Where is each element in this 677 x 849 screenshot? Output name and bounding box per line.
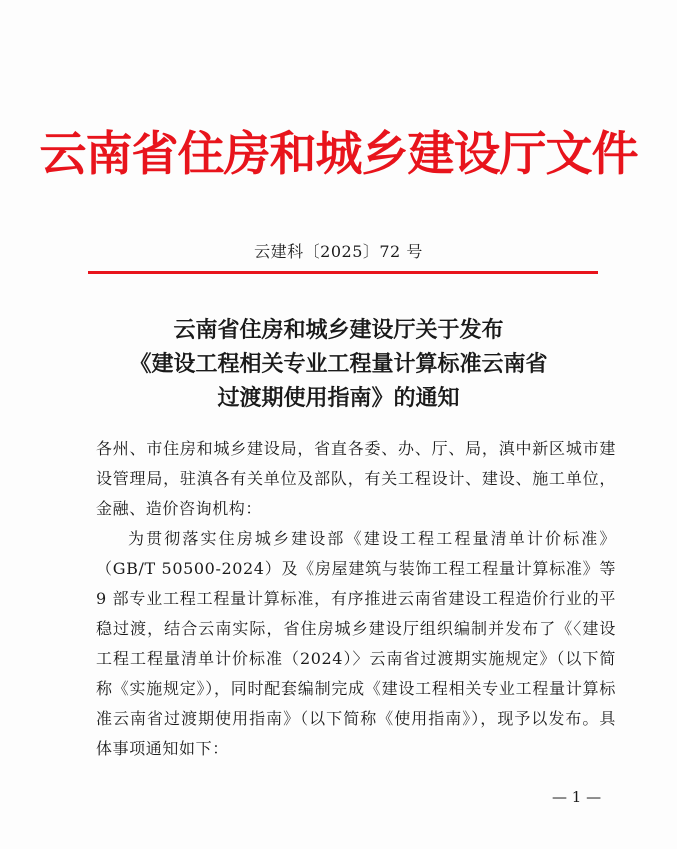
body-paragraph-1: 为贯彻落实住房城乡建设部《建设工程工程量清单计价标准》（GB/T 50500-2024）及《房屋建筑与装饰工程工程量计算标准》等 9 部专业工程工程量计算标准，有序推进云南省建设工程造价行业的平稳过渡，结合云南实际，省住房城乡建设厅组织编制并发布了《〈建设工程工程量清单计价标准（2024）〉云南省过渡期实施规定》（以下简称《实施规定》），同时配套编制完成《建设工程相关专业工程量计算标准云南省过渡期使用指南》（以下简称《使用指南》），现予以发布。具体事项通知如下：: [96, 529, 616, 758]
notice-body: [96, 434, 616, 764]
notice-title-line-3: 过渡期使用指南》的通知: [217, 386, 460, 411]
issuer-title: 云南省住房和城乡建设厅文件: [39, 127, 638, 182]
addressees-paragraph: 各州、市住房和城乡建设局，省直各委、办、厅、局，滇中新区城市建设管理局，驻滇各有关单位及部队，有关工程设计、建设、施工单位，金融、造价咨询机构：: [96, 439, 616, 518]
page-number: — 1 —: [552, 788, 602, 806]
notice-title-line-2: 《建设工程相关专业工程量计算标准云南省: [129, 352, 548, 377]
document-number: 云建科〔2025〕72 号: [254, 242, 423, 261]
notice-title-line-1: 云南省住房和城乡建设厅关于发布: [173, 318, 504, 343]
red-separator-line: [88, 271, 598, 274]
notice-title: [0, 314, 677, 416]
